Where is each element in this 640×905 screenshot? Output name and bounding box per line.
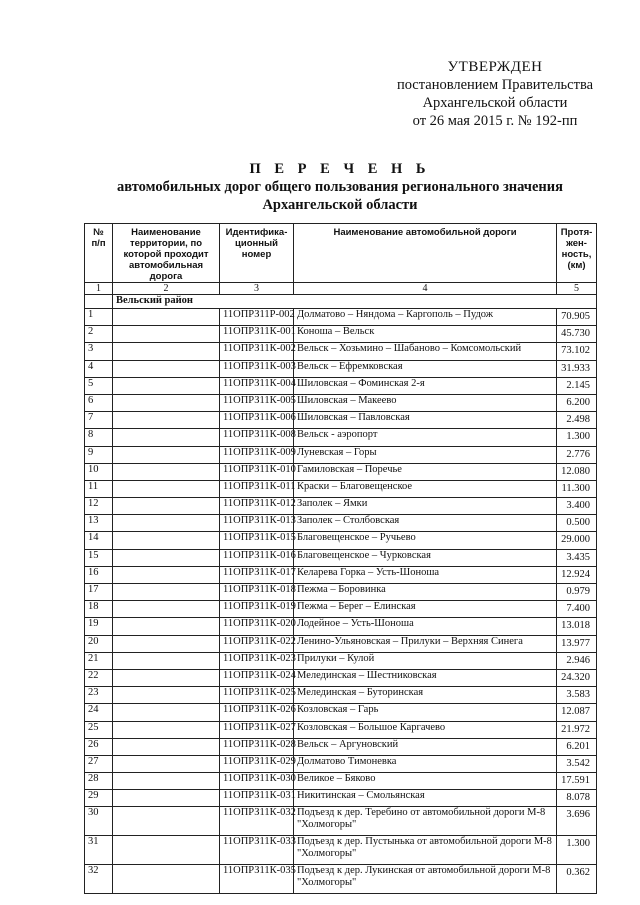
row-territory [113,687,220,704]
row-number: 8 [85,429,113,446]
row-length: 12.924 [557,566,597,583]
table-row [85,807,597,836]
table-row [85,394,597,411]
row-id: 11ОПРЗ11К-009 [220,446,294,463]
column-number: 3 [220,283,294,295]
row-id: 11ОПРЗ11К-008 [220,429,294,446]
row-territory [113,377,220,394]
row-road-name: Никитинская – Смольянская [294,790,557,807]
table-row [85,704,597,721]
row-length: 17.591 [557,773,597,790]
table-row [85,738,597,755]
row-id: 11ОПРЗ11К-012 [220,498,294,515]
row-length: 6.201 [557,738,597,755]
table-row [85,836,597,865]
row-id: 11ОПРЗ11К-019 [220,601,294,618]
row-length: 21.972 [557,721,597,738]
table-row [85,652,597,669]
row-id: 11ОПРЗ11К-004 [220,377,294,394]
table-row [85,429,597,446]
table-row [85,343,597,360]
row-road-name: Шиловская – Павловская [294,412,557,429]
row-number: 24 [85,704,113,721]
row-territory [113,773,220,790]
row-road-name: Прилуки – Кулой [294,652,557,669]
row-length: 8.078 [557,790,597,807]
row-road-name: Подъезд к дер. Теребино от автомобильной дороги М-8 "Холмогоры" [294,807,557,836]
row-number: 27 [85,755,113,772]
approval-line-3: от 26 мая 2015 г. № 192-пп [412,113,578,129]
row-road-name: Вельск – Аргуновский [294,738,557,755]
row-road-name: Лодейное – Усть-Шоноша [294,618,557,635]
row-territory [113,394,220,411]
approval-block [370,58,620,130]
column-number: 2 [113,283,220,295]
row-length: 0.500 [557,515,597,532]
row-road-name: Коноша – Вельск [294,326,557,343]
row-territory [113,790,220,807]
document-subtitle-2: Архангельской области [262,197,418,213]
table-row [85,790,597,807]
row-territory [113,669,220,686]
row-territory [113,532,220,549]
row-id: 11ОПРЗ11К-017 [220,566,294,583]
row-length: 31.933 [557,360,597,377]
row-road-name: Пежма – Боровинка [294,584,557,601]
table-row [85,635,597,652]
row-territory [113,635,220,652]
row-number: 28 [85,773,113,790]
row-road-name: Келарева Горка – Усть-Шоноша [294,566,557,583]
row-length: 2.498 [557,412,597,429]
row-road-name: Долматово Тимоневка [294,755,557,772]
row-territory [113,360,220,377]
row-road-name: Мелединская – Шестниковская [294,669,557,686]
row-id: 11ОПРЗ11К-010 [220,463,294,480]
row-road-name: Козловская – Гарь [294,704,557,721]
row-length: 73.102 [557,343,597,360]
approval-line-1: постановлением Правительства [396,77,594,93]
row-road-name: Луневская – Горы [294,446,557,463]
header-territory: Наименование территории, по которой проходит автомобильная дорога [113,224,220,283]
row-number: 10 [85,463,113,480]
row-number: 13 [85,515,113,532]
header-num: № п/п [85,224,113,283]
row-id: 11ОПРЗ11К-026 [220,704,294,721]
row-territory [113,309,220,326]
row-id: 11ОПРЗ11К-027 [220,721,294,738]
row-number: 3 [85,343,113,360]
row-territory [113,704,220,721]
district-row [85,295,597,309]
table-row [85,687,597,704]
row-territory [113,721,220,738]
row-length: 29.000 [557,532,597,549]
table-row [85,773,597,790]
table-row [85,584,597,601]
row-territory [113,515,220,532]
row-length: 24.320 [557,669,597,686]
row-number: 5 [85,377,113,394]
row-number: 25 [85,721,113,738]
row-road-name: Вельск – Ефремковская [294,360,557,377]
row-length: 13.977 [557,635,597,652]
row-id: 11ОПРЗ11К-030 [220,773,294,790]
row-territory [113,429,220,446]
row-number: 22 [85,669,113,686]
row-territory [113,865,220,894]
table-row [85,412,597,429]
row-territory [113,652,220,669]
row-length: 2.946 [557,652,597,669]
header-length: Протя-жен-ность, (км) [557,224,597,283]
row-road-name: Заполек – Столбовская [294,515,557,532]
row-id: 11ОПРЗ11К-025 [220,687,294,704]
row-road-name: Гамиловская – Поречье [294,463,557,480]
row-number: 15 [85,549,113,566]
table-row [85,618,597,635]
row-territory [113,618,220,635]
table-row [85,498,597,515]
row-length: 3.542 [557,755,597,772]
row-id: 11ОПРЗ11К-023 [220,652,294,669]
row-length: 3.583 [557,687,597,704]
row-id: 11ОПРЗ11К-013 [220,515,294,532]
row-number: 16 [85,566,113,583]
row-number: 11 [85,480,113,497]
row-length: 2.776 [557,446,597,463]
row-id: 11ОПРЗ11К-032 [220,807,294,836]
table-row [85,446,597,463]
district-name: Вельский район [113,295,597,309]
row-length: 7.400 [557,601,597,618]
row-road-name: Мелединская – Буторинская [294,687,557,704]
table-row [85,549,597,566]
row-territory [113,601,220,618]
row-territory [113,463,220,480]
row-length: 12.080 [557,463,597,480]
row-number: 9 [85,446,113,463]
row-road-name: Козловская – Большое Каргачево [294,721,557,738]
row-territory [113,566,220,583]
row-road-name: Благовещенское – Чурковская [294,549,557,566]
row-territory [113,446,220,463]
row-territory [113,755,220,772]
table-row [85,360,597,377]
row-number: 7 [85,412,113,429]
table-row [85,669,597,686]
row-territory [113,738,220,755]
row-number: 20 [85,635,113,652]
row-length: 0.979 [557,584,597,601]
row-road-name: Шиловская – Фоминская 2-я [294,377,557,394]
table-row [85,566,597,583]
roads-table [84,223,597,894]
row-territory [113,326,220,343]
row-id: 11ОПРЗ11К-029 [220,755,294,772]
row-number: 29 [85,790,113,807]
row-id: 11ОПРЗ11К-024 [220,669,294,686]
column-number: 4 [294,283,557,295]
row-length: 11.300 [557,480,597,497]
document-subtitle-1: автомобильных дорог общего пользования регионального значения [117,179,563,195]
row-number: 32 [85,865,113,894]
row-territory [113,498,220,515]
row-id: 11ОПРЗ11К-003 [220,360,294,377]
row-number: 21 [85,652,113,669]
row-number: 1 [85,309,113,326]
column-number: 1 [85,283,113,295]
row-id: 11ОПРЗ11Р-002 [220,309,294,326]
row-length: 1.300 [557,429,597,446]
table-row [85,601,597,618]
row-number: 19 [85,618,113,635]
row-id: 11ОПРЗ11К-001 [220,326,294,343]
column-number: 5 [557,283,597,295]
row-number: 6 [85,394,113,411]
table-row [85,309,597,326]
row-length: 12.087 [557,704,597,721]
row-road-name: Вельск – Хозьмино – Шабаново – Комсомольский [294,343,557,360]
row-length: 45.730 [557,326,597,343]
row-territory [113,836,220,865]
row-number: 26 [85,738,113,755]
row-road-name: Пежма – Берег – Елинская [294,601,557,618]
row-number: 18 [85,601,113,618]
row-road-name: Ленино-Ульяновская – Прилуки – Верхняя Синега [294,635,557,652]
row-number: 23 [85,687,113,704]
row-road-name: Подъезд к дер. Пустынька от автомобильной дороги М-8 "Холмогоры" [294,836,557,865]
row-id: 11ОПРЗ11К-002 [220,343,294,360]
row-id: 11ОПРЗ11К-031 [220,790,294,807]
table-row [85,532,597,549]
row-id: 11ОПРЗ11К-020 [220,618,294,635]
row-territory [113,343,220,360]
table-row [85,865,597,894]
row-road-name: Краски – Благовещенское [294,480,557,497]
approval-title: УТВЕРЖДЕН [447,59,543,75]
row-road-name: Вельск - аэропорт [294,429,557,446]
table-row [85,515,597,532]
table-header-row [85,224,597,283]
row-id: 11ОПРЗ11К-006 [220,412,294,429]
row-number: 31 [85,836,113,865]
table-row [85,326,597,343]
table-row [85,377,597,394]
row-id: 11ОПРЗ11К-018 [220,584,294,601]
row-length: 13.018 [557,618,597,635]
table-row [85,755,597,772]
column-numbers-row [85,283,597,295]
row-length: 3.696 [557,807,597,836]
table-row [85,480,597,497]
row-length: 3.435 [557,549,597,566]
row-road-name: Долматово – Няндома – Каргополь – Пудож [294,309,557,326]
row-territory [113,584,220,601]
row-territory [113,412,220,429]
row-id: 11ОПРЗ11К-005 [220,394,294,411]
row-road-name: Великое – Бяково [294,773,557,790]
row-id: 11ОПРЗ11К-033 [220,836,294,865]
row-road-name: Шиловская – Макеево [294,394,557,411]
row-road-name: Благовещенское – Ручьево [294,532,557,549]
document-heading [80,160,600,214]
road-rows [85,309,597,894]
row-id: 11ОПРЗ11К-035 [220,865,294,894]
row-number: 30 [85,807,113,836]
row-territory [113,549,220,566]
header-id: Идентифика-ционный номер [220,224,294,283]
row-id: 11ОПРЗ11К-011 [220,480,294,497]
row-id: 11ОПРЗ11К-015 [220,532,294,549]
row-number: 17 [85,584,113,601]
row-id: 11ОПРЗ11К-022 [220,635,294,652]
header-road: Наименование автомобильной дороги [294,224,557,283]
row-territory [113,807,220,836]
row-id: 11ОПРЗ11К-016 [220,549,294,566]
row-length: 6.200 [557,394,597,411]
row-road-name: Подъезд к дер. Лукинская от автомобильной дороги М-8 "Холмогоры" [294,865,557,894]
row-length: 3.400 [557,498,597,515]
row-length: 0.362 [557,865,597,894]
document-title: П Е Р Е Ч Е Н Ь [249,161,431,177]
row-territory [113,480,220,497]
row-number: 14 [85,532,113,549]
table-row [85,463,597,480]
approval-line-2: Архангельской области [422,95,568,111]
row-number: 2 [85,326,113,343]
row-road-name: Заполек – Ямки [294,498,557,515]
row-length: 2.145 [557,377,597,394]
row-number: 4 [85,360,113,377]
row-id: 11ОПРЗ11К-028 [220,738,294,755]
table-row [85,721,597,738]
row-length: 70.905 [557,309,597,326]
row-number: 12 [85,498,113,515]
row-length: 1.300 [557,836,597,865]
